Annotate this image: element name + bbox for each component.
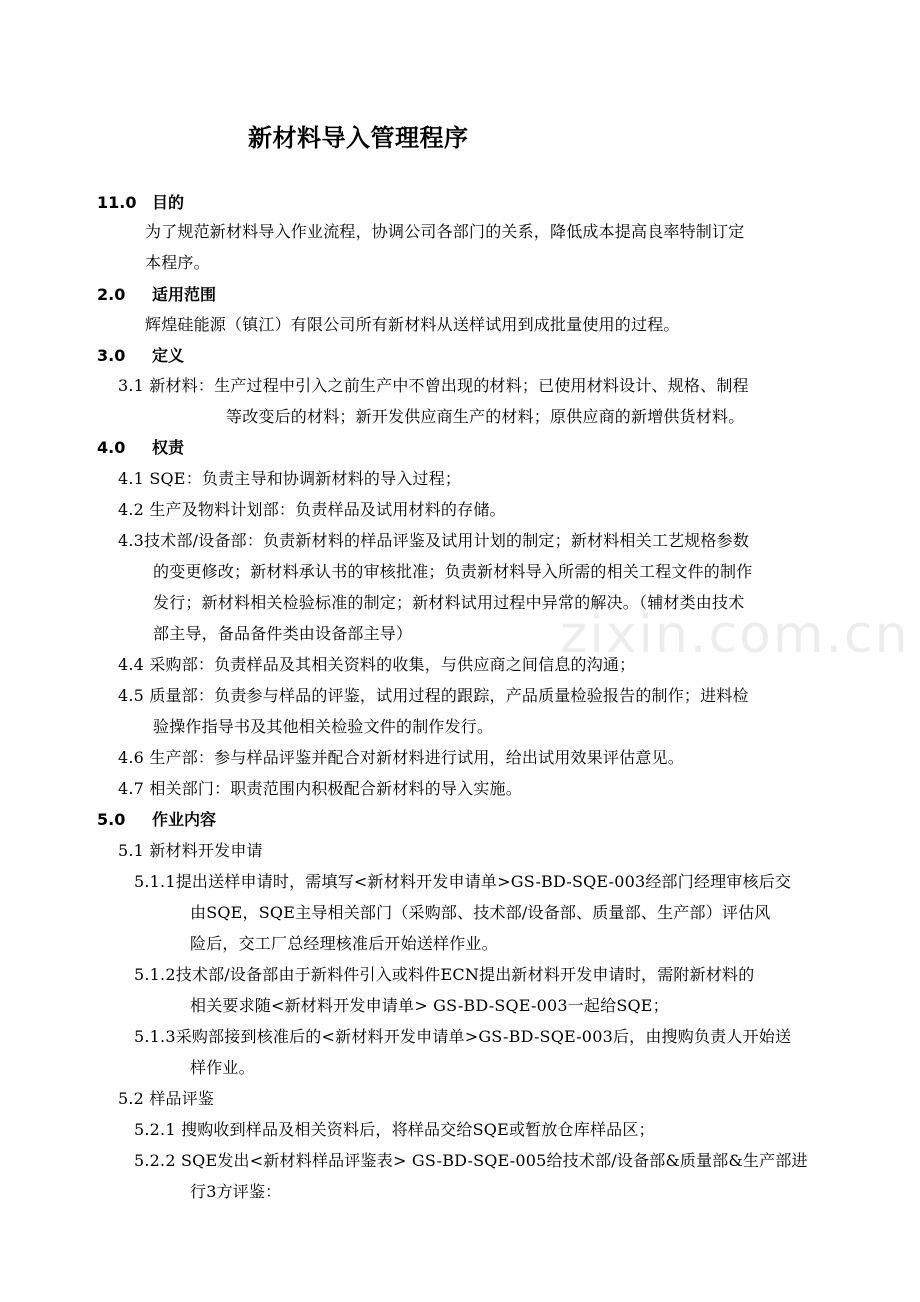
text-line: 本程序。 [145,253,210,272]
text-line: 3.1 新材料：生产过程中引入之前生产中不曾出现的材料；已使用材料设计、规格、制程 [118,376,749,395]
section-label: 定义 [152,346,185,365]
text-line: 5.1 新材料开发申请 [118,841,263,860]
text-line: 的变更修改；新材料承认书的审核批准；负责新材料导入所需的相关工程文件的制作 [153,562,753,581]
text-line: 4.4 采购部：负责样品及其相关资料的收集，与供应商之间信息的沟通； [118,655,636,674]
text-line: 为了规范新材料导入作业流程，协调公司各部门的关系，降低成本提高良率特制订定 [145,222,745,241]
text-line: 险后，交工厂总经理核准后开始送样作业。 [190,934,498,953]
section-heading-definition [97,343,184,366]
section-number: 4.0 [97,438,126,457]
section-number: 11.0 [97,193,137,212]
text-line: 行3方评鉴： [190,1182,282,1201]
section-label: 权责 [152,438,185,457]
text-line: 5.2.1 搜购收到样品及相关资料后，将样品交给SQE或暂放仓库样品区； [134,1120,655,1139]
text-line: 样作业。 [190,1058,255,1077]
text-line: 4.5 质量部：负责参与样品的评鉴，试用过程的跟踪，产品质量检验报告的制作；进料检 [118,686,749,705]
section-heading-responsibilities [97,435,184,458]
section-number: 5.0 [97,810,126,829]
section-label: 目的 [152,193,185,212]
text-line: 5.2.2 SQE发出<新材料样品评鉴表> GS-BD-SQE-005给技术部/设备部&质量部&生产部进 [134,1151,808,1170]
text-line: 4.1 SQE：负责主导和协调新材料的导入过程； [118,469,462,488]
section-heading-work-content [97,807,216,830]
text-line: 5.1.1提出送样申请时，需填写<新材料开发申请单>GS-BD-SQE-003经部门经理审核后交 [134,872,792,891]
text-line: 由SQE，SQE主导相关部门（采购部、技术部/设备部、质量部、生产部）评估风 [190,903,771,922]
text-line: 部主导，备品备件类由设备部主导） [153,624,413,643]
document-title: 新材料导入管理程序 [248,124,469,152]
section-label: 作业内容 [152,810,217,829]
text-line: 4.7 相关部门：职责范围内积极配合新材料的导入实施。 [118,779,522,798]
text-line: 发行；新材料相关检验标准的制定；新材料试用过程中异常的解决。（辅材类由技术 [153,593,745,612]
section-heading-purpose [97,190,184,213]
section-heading-scope [97,282,216,305]
text-line: 4.6 生产部：参与样品评鉴并配合对新材料进行试用，给出试用效果评估意见。 [118,748,684,767]
text-line: 4.3技术部/设备部：负责新材料的样品评鉴及试用计划的制定；新材料相关工艺规格参数 [118,531,750,550]
text-line: 4.2 生产及物料计划部：负责样品及试用材料的存储。 [118,500,506,519]
text-line: 5.1.3采购部接到核准后的<新材料开发申请单>GS-BD-SQE-003后，由搜购负责人开始送 [134,1027,792,1046]
text-line: 验操作指导书及其他相关检验文件的制作发行。 [153,717,494,736]
text-line: 5.2 样品评鉴 [118,1089,215,1108]
section-number: 3.0 [97,346,126,365]
text-line: 等改变后的材料；新开发供应商生产的材料；原供应商的新增供货材料。 [226,407,745,426]
section-label: 适用范围 [152,285,217,304]
watermark: zixin.com.cn [560,605,910,665]
text-line: 相关要求随<新材料开发申请单> GS-BD-SQE-003一起给SQE； [190,996,669,1015]
text-line: 辉煌硅能源（镇江）有限公司所有新材料从送样试用到成批量使用的过程。 [145,315,680,334]
section-number: 2.0 [97,285,126,304]
text-line: 5.1.2技术部/设备部由于新料件引入或料件ECN提出新材料开发申请时，需附新材料的 [134,965,755,984]
